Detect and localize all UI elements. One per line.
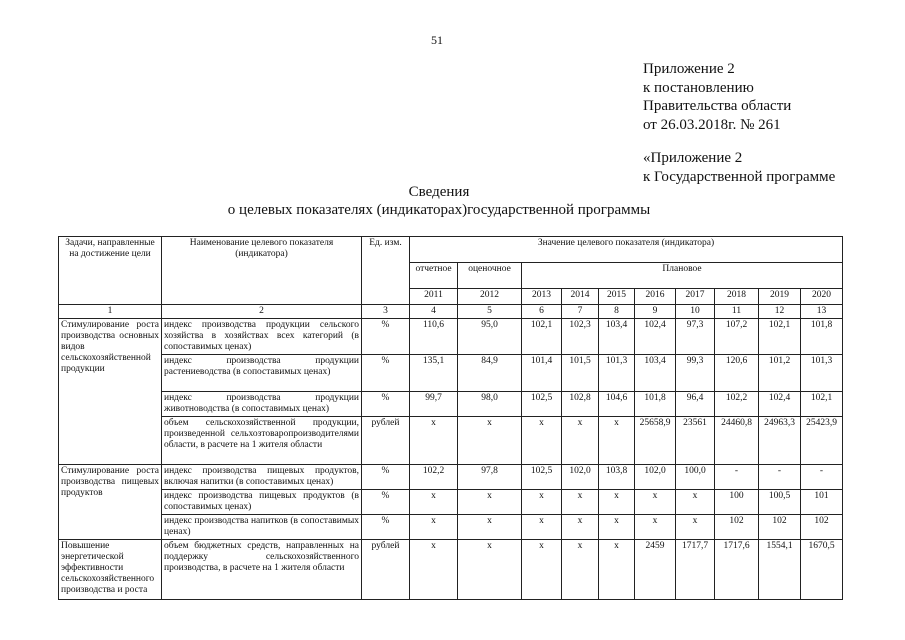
- indicator-cell: индекс производства пищевых продуктов (в сопоставимых ценах): [162, 490, 362, 515]
- value-cell: 23561: [676, 417, 715, 465]
- indicator-cell: объем бюджетных средств, направленных на поддержку сельскохозяйственного производства, в расчете на 1 жителя области: [162, 540, 362, 600]
- year-header: 2015: [599, 289, 635, 305]
- value-cell: 100: [715, 490, 759, 515]
- appendix-line: Правительства области: [643, 98, 792, 114]
- value-cell: 102: [759, 515, 801, 540]
- value-cell: 101,5: [562, 355, 599, 392]
- header-unit: Ед. изм.: [362, 237, 410, 305]
- table-row: [59, 465, 843, 490]
- value-cell: х: [458, 540, 522, 600]
- value-cell: 1554,1: [759, 540, 801, 600]
- value-cell: -: [759, 465, 801, 490]
- value-cell: 102,2: [715, 392, 759, 417]
- value-cell: 99,3: [676, 355, 715, 392]
- value-cell: х: [410, 540, 458, 600]
- value-cell: х: [458, 490, 522, 515]
- value-cell: 95,0: [458, 319, 522, 355]
- appendix2-line: к Государственной программе: [643, 168, 836, 185]
- value-cell: 102,1: [759, 319, 801, 355]
- value-cell: х: [635, 490, 676, 515]
- value-cell: 101,8: [801, 319, 843, 355]
- table-row: [59, 490, 843, 515]
- value-cell: 1670,5: [801, 540, 843, 600]
- value-cell: 101,8: [635, 392, 676, 417]
- value-cell: 2459: [635, 540, 676, 600]
- column-number: 10: [676, 305, 715, 319]
- value-cell: 135,1: [410, 355, 458, 392]
- header-value-group: Значение целевого показателя (индикатора): [410, 237, 843, 263]
- value-cell: х: [635, 515, 676, 540]
- indicator-cell: индекс производства напитков (в сопоставимых ценах): [162, 515, 362, 540]
- value-cell: 101,3: [599, 355, 635, 392]
- value-cell: х: [522, 515, 562, 540]
- value-cell: 103,4: [635, 355, 676, 392]
- column-number: 9: [635, 305, 676, 319]
- document-subtitle: о целевых показателях (индикаторах)государственной программы: [227, 202, 651, 218]
- appendix2-block: [643, 149, 835, 186]
- column-number: 1: [59, 305, 162, 319]
- value-cell: х: [599, 417, 635, 465]
- value-cell: 102,4: [759, 392, 801, 417]
- unit-cell: %: [362, 355, 410, 392]
- column-number: 3: [362, 305, 410, 319]
- value-cell: х: [599, 490, 635, 515]
- column-number: 5: [458, 305, 522, 319]
- value-cell: 100,0: [676, 465, 715, 490]
- table-row: [59, 540, 843, 600]
- value-cell: 97,3: [676, 319, 715, 355]
- page-number: 51: [431, 33, 443, 47]
- year-header: 2018: [715, 289, 759, 305]
- value-cell: -: [715, 465, 759, 490]
- table-row: [59, 417, 843, 465]
- task-cell: Стимулирование роста производства основных видов сельскохозяйственной продукции: [59, 319, 162, 465]
- table-row: [59, 392, 843, 417]
- value-cell: х: [562, 490, 599, 515]
- value-cell: 102,2: [410, 465, 458, 490]
- value-cell: 97,8: [458, 465, 522, 490]
- value-cell: -: [801, 465, 843, 490]
- year-header: 2013: [522, 289, 562, 305]
- indicator-cell: индекс производства продукции сельского хозяйства в хозяйствах всех категорий (в сопоставимых ценах): [162, 319, 362, 355]
- year-header: 2012: [458, 289, 522, 305]
- unit-cell: %: [362, 392, 410, 417]
- indicator-cell: объем сельскохозяйственной продукции, произведенной сельхозтоваропроизводителями области, в расчете на 1 жителя области: [162, 417, 362, 465]
- value-cell: 102,0: [562, 465, 599, 490]
- table-row: [59, 515, 843, 540]
- appendix-line: Приложение 2: [643, 61, 735, 77]
- value-cell: 24460,8: [715, 417, 759, 465]
- document-title: Сведения: [408, 184, 470, 200]
- header-reported: отчетное: [410, 263, 458, 289]
- value-cell: 25658,9: [635, 417, 676, 465]
- value-cell: 102,5: [522, 465, 562, 490]
- value-cell: х: [676, 490, 715, 515]
- value-cell: х: [562, 540, 599, 600]
- value-cell: 102: [801, 515, 843, 540]
- value-cell: 107,2: [715, 319, 759, 355]
- column-number: 7: [562, 305, 599, 319]
- value-cell: х: [410, 490, 458, 515]
- year-header: 2017: [676, 289, 715, 305]
- year-header: 2014: [562, 289, 599, 305]
- value-cell: х: [562, 515, 599, 540]
- value-cell: 102,5: [522, 392, 562, 417]
- value-cell: 1717,7: [676, 540, 715, 600]
- column-number: 6: [522, 305, 562, 319]
- value-cell: 104,6: [599, 392, 635, 417]
- unit-cell: рублей: [362, 540, 410, 600]
- year-header: 2016: [635, 289, 676, 305]
- value-cell: х: [410, 417, 458, 465]
- header-indicator: Наименование целевого показателя (индикатора): [162, 237, 362, 305]
- year-header: 2019: [759, 289, 801, 305]
- value-cell: х: [458, 515, 522, 540]
- table-row: [59, 355, 843, 392]
- value-cell: 102,4: [635, 319, 676, 355]
- indicator-cell: индекс производства пищевых продуктов, включая напитки (в сопоставимых ценах): [162, 465, 362, 490]
- value-cell: 102,8: [562, 392, 599, 417]
- value-cell: х: [522, 540, 562, 600]
- value-cell: 100,5: [759, 490, 801, 515]
- header-planned: Плановое: [522, 263, 843, 289]
- value-cell: 110,6: [410, 319, 458, 355]
- value-cell: х: [522, 490, 562, 515]
- value-cell: 98,0: [458, 392, 522, 417]
- value-cell: х: [410, 515, 458, 540]
- value-cell: 84,9: [458, 355, 522, 392]
- value-cell: 120,6: [715, 355, 759, 392]
- column-number: 2: [162, 305, 362, 319]
- unit-cell: %: [362, 465, 410, 490]
- value-cell: 102,1: [522, 319, 562, 355]
- column-number: 8: [599, 305, 635, 319]
- value-cell: х: [458, 417, 522, 465]
- value-cell: 101,2: [759, 355, 801, 392]
- value-cell: 25423,9: [801, 417, 843, 465]
- unit-cell: рублей: [362, 417, 410, 465]
- value-cell: 101,3: [801, 355, 843, 392]
- column-number: 13: [801, 305, 843, 319]
- header-tasks: Задачи, направленные на достижение цели: [59, 237, 162, 305]
- value-cell: 102: [715, 515, 759, 540]
- value-cell: 24963,3: [759, 417, 801, 465]
- appendix-block: [643, 60, 791, 134]
- appendix-line: к постановлению: [643, 79, 754, 96]
- value-cell: 99,7: [410, 392, 458, 417]
- unit-cell: %: [362, 319, 410, 355]
- value-cell: х: [599, 515, 635, 540]
- value-cell: 103,4: [599, 319, 635, 355]
- unit-cell: %: [362, 490, 410, 515]
- value-cell: х: [522, 417, 562, 465]
- column-number: 11: [715, 305, 759, 319]
- value-cell: 102,0: [635, 465, 676, 490]
- value-cell: 101,4: [522, 355, 562, 392]
- value-cell: х: [599, 540, 635, 600]
- appendix2-line: «Приложение 2: [643, 150, 743, 166]
- year-header: 2020: [801, 289, 843, 305]
- value-cell: х: [676, 515, 715, 540]
- indicator-cell: индекс производства продукции животноводства (в сопоставимых ценах): [162, 392, 362, 417]
- task-cell: Стимулирование роста производства пищевых продуктов: [59, 465, 162, 540]
- value-cell: х: [562, 417, 599, 465]
- value-cell: 102,1: [801, 392, 843, 417]
- column-number: 12: [759, 305, 801, 319]
- value-cell: 96,4: [676, 392, 715, 417]
- task-cell: Повышение энергетической эффективности сельскохозяйственного производства и роста: [59, 540, 162, 600]
- indicator-cell: индекс производства продукции растениеводства (в сопоставимых ценах): [162, 355, 362, 392]
- unit-cell: %: [362, 515, 410, 540]
- year-header: 2011: [410, 289, 458, 305]
- value-cell: 102,3: [562, 319, 599, 355]
- appendix-line: от 26.03.2018г. № 261: [643, 116, 781, 133]
- column-number: 4: [410, 305, 458, 319]
- value-cell: 101: [801, 490, 843, 515]
- value-cell: 103,8: [599, 465, 635, 490]
- indicators-table: [58, 236, 843, 600]
- table-row: [59, 319, 843, 355]
- value-cell: 1717,6: [715, 540, 759, 600]
- header-estimated: оценочное: [458, 263, 522, 289]
